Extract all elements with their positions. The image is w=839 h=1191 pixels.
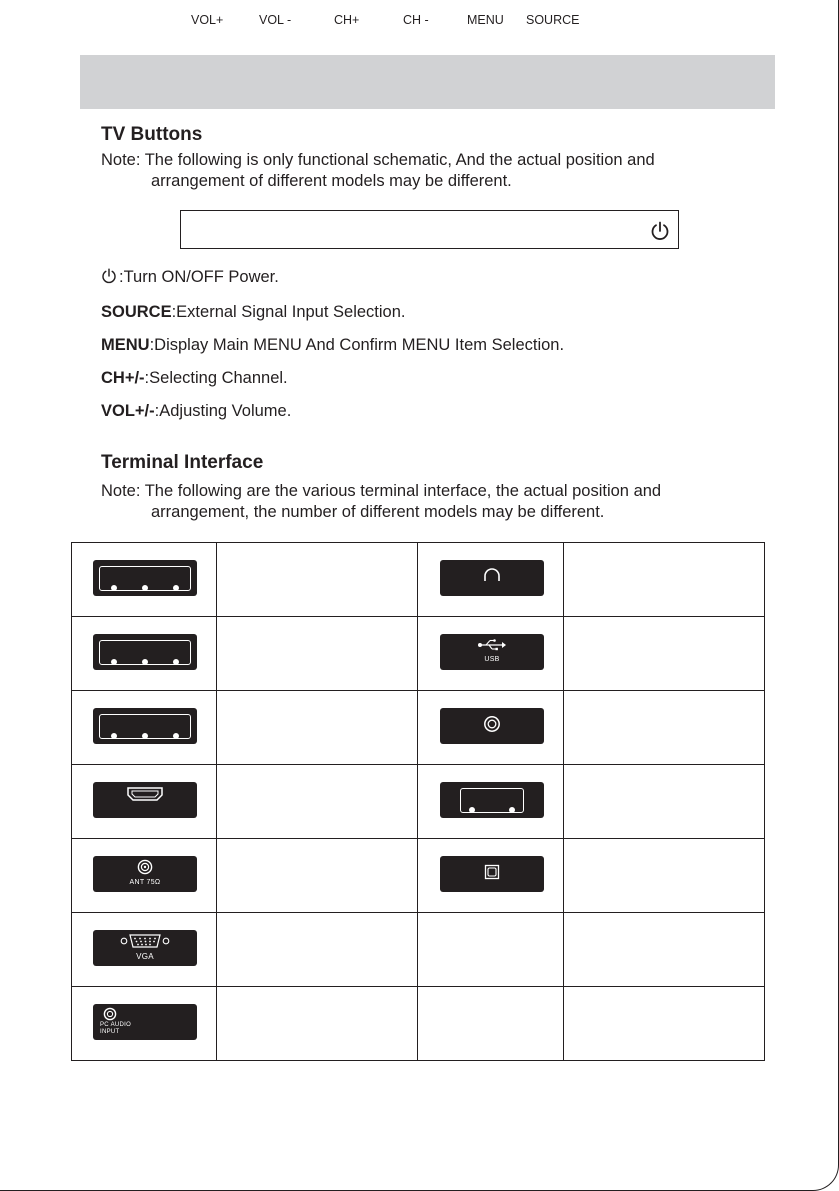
ch-description [101,369,288,388]
pc-audio-port-label [100,1022,204,1035]
pc-audio-label-line2: INPUT [100,1028,120,1035]
table-row [72,913,765,987]
menu-key: MENU [101,336,150,354]
hdmi-icon [93,782,197,818]
table-row [72,839,765,913]
terminal-description-cell [564,691,765,765]
vol-minus-button[interactable]: VOL - [259,13,292,27]
table-row [72,691,765,765]
terminal-icon-cell [418,617,564,691]
pc-audio-label-line1: PC AUDIO [100,1022,132,1028]
terminal-icon-cell [418,691,564,765]
terminal-description-cell [217,543,418,617]
vga-icon [93,930,197,966]
terminal-description-cell [217,987,418,1061]
terminal-interface-note [101,481,661,523]
coaxial-icon [440,708,544,744]
table-row [72,543,765,617]
ch-plus-button[interactable]: CH+ [334,13,360,27]
terminal-description-cell [217,617,418,691]
terminal-icon-cell [72,839,217,913]
headphone-icon [440,560,544,596]
terminal-icon-cell [72,765,217,839]
source-key: SOURCE [101,303,172,321]
tv-buttons-note-line2: arrangement of different models may be different. [151,172,512,190]
power-description-text: :Turn ON/OFF Power. [119,268,279,286]
terminal-description-cell [564,617,765,691]
tv-buttons-note [101,150,655,192]
av-3-jack-icon [93,560,197,596]
terminal-note-line1: Note: The following are the various terminal interface, the actual position and [101,482,662,500]
table-row [72,765,765,839]
vol-key: VOL+/- [101,402,155,420]
pc-audio-icon [93,1004,197,1040]
ch-minus-button[interactable]: CH - [403,13,429,27]
tv-buttons-heading: TV Buttons [101,124,203,145]
ch-key: CH+/- [101,369,145,387]
menu-description [101,336,564,355]
optical-icon [440,856,544,892]
vga-port-label: VGA [136,952,154,961]
terminal-interface-heading: Terminal Interface [101,452,264,473]
table-row [72,987,765,1061]
antenna-icon [93,856,197,892]
usb-icon [440,634,544,670]
terminal-description-cell [217,839,418,913]
menu-description-text: :Display Main MENU And Confirm MENU Item Selection. [149,336,565,354]
vol-plus-button[interactable]: VOL+ [191,13,224,27]
source-description [101,303,406,322]
terminal-table [71,542,765,1061]
menu-button[interactable]: MENU [467,13,504,27]
header-band [80,55,775,109]
terminal-description-cell [564,913,765,987]
av-3-jack-icon [93,634,197,670]
usb-port-label: USB [484,656,500,663]
terminal-icon-cell [418,987,564,1061]
terminal-icon-cell [418,913,564,987]
terminal-icon-cell [72,913,217,987]
table-row [72,617,765,691]
vol-description [101,402,291,421]
terminal-note-line2: arrangement, the number of different models may be different. [151,503,605,521]
terminal-icon-cell [72,543,217,617]
power-inline-icon [101,268,117,284]
terminal-icon-cell [72,617,217,691]
terminal-icon-cell [418,839,564,913]
av-2-jack-icon [440,782,544,818]
terminal-icon-cell [72,987,217,1061]
button-strip [180,210,679,249]
source-button[interactable]: SOURCE [526,13,580,27]
vol-description-text: :Adjusting Volume. [154,402,292,420]
terminal-description-cell [564,839,765,913]
av-3-jack-icon [93,708,197,744]
terminal-description-cell [564,987,765,1061]
terminal-icon-cell [418,543,564,617]
terminal-description-cell [217,913,418,987]
tv-buttons-note-line1: Note: The following is only functional schematic, And the actual position and [101,151,655,169]
power-icon[interactable] [650,221,670,241]
antenna-port-label: ANT 75Ω [129,879,161,886]
source-description-text: :External Signal Input Selection. [171,303,406,321]
terminal-icon-cell [418,765,564,839]
terminal-description-cell [217,765,418,839]
power-description [101,268,279,287]
terminal-description-cell [564,765,765,839]
terminal-icon-cell [72,691,217,765]
terminal-description-cell [564,543,765,617]
terminal-description-cell [217,691,418,765]
ch-description-text: :Selecting Channel. [144,369,288,387]
